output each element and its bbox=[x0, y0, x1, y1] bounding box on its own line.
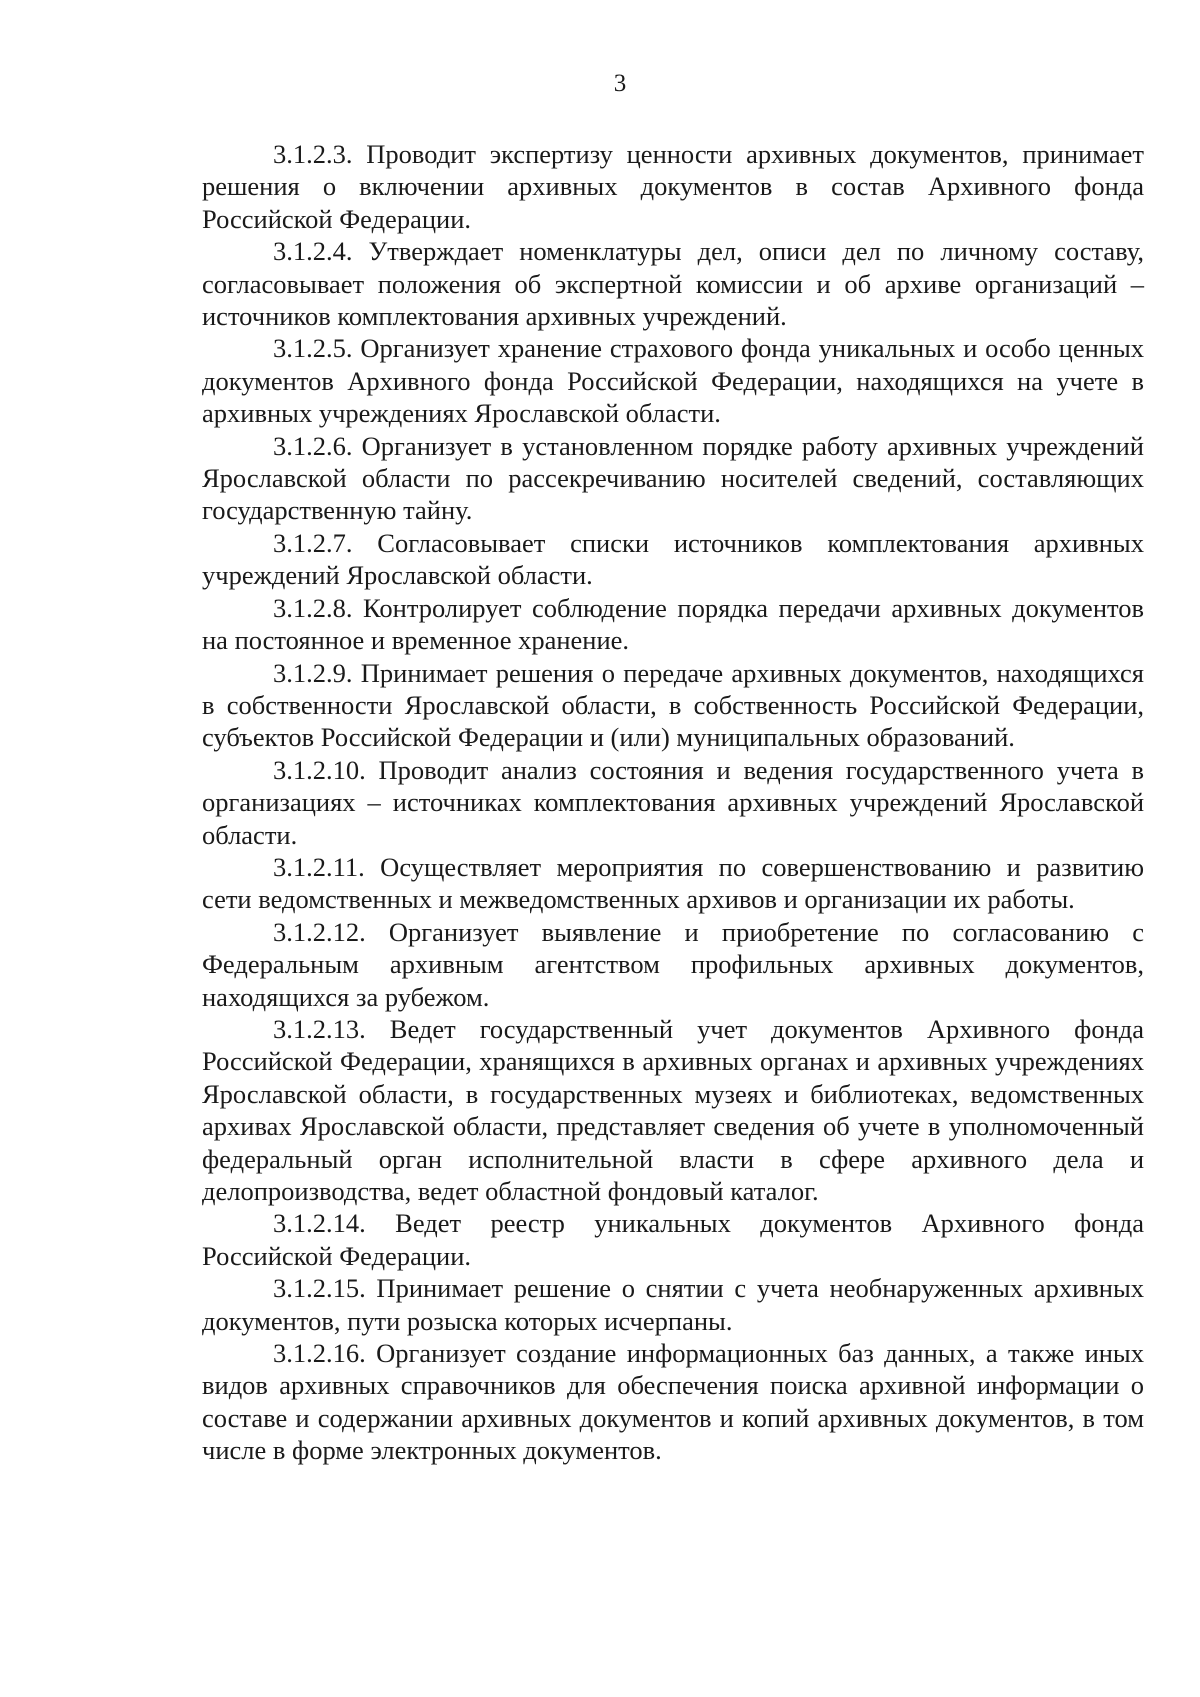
document-body bbox=[202, 138, 1144, 1467]
paragraph-3-1-2-15: 3.1.2.15. Принимает решение о снятии с учета необнаруженных архивных документов, пути розыска которых исчерпаны. bbox=[202, 1273, 1144, 1336]
paragraph-3-1-2-5: 3.1.2.5. Организует хранение страхового фонда уникальных и особо ценных документов Архивного фонда Российской Федерации, находящихся на учете в архивных учреждениях Ярославской области. bbox=[202, 333, 1144, 429]
page-number: 3 bbox=[613, 70, 627, 97]
paragraph-3-1-2-7: 3.1.2.7. Согласовывает списки источников комплектования архивных учреждений Ярославской области. bbox=[202, 527, 1144, 591]
paragraph-3-1-2-12: 3.1.2.12. Организует выявление и приобретение по согласованию с Федеральным архивным агентством профильных архивных документов, находящихся за рубежом. bbox=[202, 916, 1144, 1012]
paragraph-3-1-2-13: 3.1.2.13. Ведет государственный учет документов Архивного фонда Российской Федерации, хранящихся в архивных органах и архивных учреждениях Ярославской области, в государственных музеях и библиотеках, ведомственных архивах Ярославской области, представляет сведения об учете в уполномоченный федеральный орган исполнительной власти в сфере архивного дела и делопроизводства, ведет областной фондовый каталог. bbox=[202, 1013, 1144, 1206]
paragraph-3-1-2-11: 3.1.2.11. Осуществляет мероприятия по совершенствованию и развитию сети ведомственных и межведомственных архивов и организации их работы. bbox=[202, 851, 1144, 915]
paragraph-3-1-2-8: 3.1.2.8. Контролирует соблюдение порядка передачи архивных документов на постоянное и временное хранение. bbox=[202, 592, 1144, 656]
paragraph-3-1-2-16: 3.1.2.16. Организует создание информационных баз данных, а также иных видов архивных справочников для обеспечения поиска архивной информации о составе и содержании архивных документов и копий архивных документов, в том числе в форме электронных документов. bbox=[202, 1338, 1144, 1466]
paragraph-3-1-2-14: 3.1.2.14. Ведет реестр уникальных документов Архивного фонда Российской Федерации. bbox=[202, 1208, 1144, 1271]
paragraph-3-1-2-10: 3.1.2.10. Проводит анализ состояния и ведения государственного учета в организациях – источниках комплектования архивных учреждений Ярославской области. bbox=[202, 754, 1144, 850]
paragraph-3-1-2-9: 3.1.2.9. Принимает решения о передаче архивных документов, находящихся в собственности Ярославской области, в собственность Российской Федерации, субъектов Российской Федерации и (или) муниципальных образований. bbox=[202, 657, 1144, 753]
paragraph-3-1-2-6: 3.1.2.6. Организует в установленном порядке работу архивных учреждений Ярославской области по рассекречиванию носителей сведений, составляющих государственную тайну. bbox=[202, 430, 1144, 526]
paragraph-3-1-2-3: 3.1.2.3. Проводит экспертизу ценности архивных документов, принимает решения о включении архивных документов в состав Архивного фонда Российской Федерации. bbox=[202, 139, 1144, 234]
paragraph-3-1-2-4: 3.1.2.4. Утверждает номенклатуры дел, описи дел по личному составу, согласовывает положения об экспертной комиссии и об архиве организаций – источников комплектования архивных учреждений. bbox=[202, 236, 1144, 332]
